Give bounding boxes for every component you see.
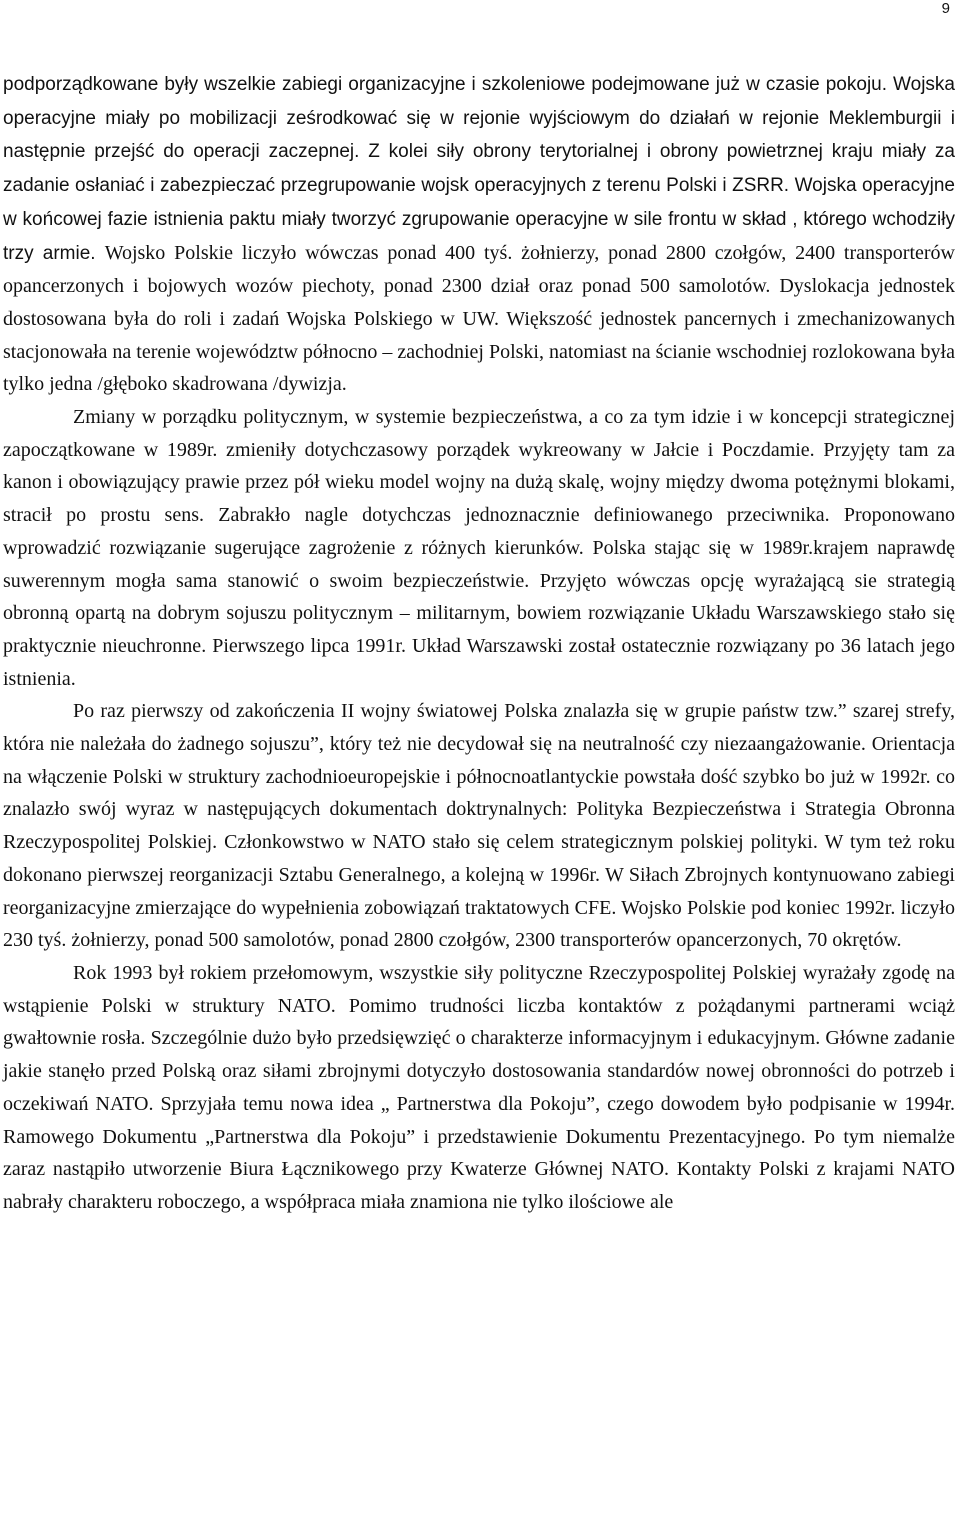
paragraph	[3, 957, 955, 1219]
paragraph-text: Zmiany w porządku politycznym, w systemie bezpieczeństwa, a co za tym idzie i w koncepcji strategicznej zapoczątkowane w 1989r. zmieniły dotychczasowy porządek wykreowany w Jałcie i Poczdamie. Przyjęty tam za kanon i obowiązujący prawie przez pół wieku model wojny na dużą skalę, wojny między dwoma potężnymi blokami, stracił po prostu sens. Zabrakło nagle dotychczas jednoznacznie definiowanego przeciwnika. Proponowano wprowadzić rozwiązanie sugerujące zagrożenie z różnych kierunków. Polska stając się w 1989r.krajem naprawdę suwerennym mogła sama stanowić o swoim bezpieczeństwie. Przyjęto wówczas opcję wyrażającą sie strategią obronną opartą na dobrym sojuszu politycznym – militarnym, bowiem rozwiązanie Układu Warszawskiego stało się praktycznie nieuchronne. Pierwszego lipca 1991r. Układ Warszawski został ostatecznie rozwiązany po 36 latach jego istnienia.	[3, 406, 955, 690]
page-number: 9	[941, 0, 950, 17]
paragraph	[3, 401, 955, 695]
document-body	[3, 68, 955, 1219]
paragraph-text: Wojsko Polskie liczyło wówczas ponad 400 tyś. żołnierzy, ponad 2800 czołgów, 2400 transporterów opancerzonych i bojowych wozów piechoty, ponad 2300 dział oraz ponad 500 samolotów. Dyslokacja jednostek dostosowana była do roli i zadań Wojska Polskiego w UW. Większość jednostek pancernych i zmechanizowanych stacjonowała na terenie województw północno – zachodniej Polski, natomiast na ścianie wschodniej rozlokowana była tylko jedna /głęboko skadrowana /dywizja.	[3, 241, 956, 396]
paragraph	[3, 68, 955, 401]
paragraph-text: Po raz pierwszy od zakończenia II wojny światowej Polska znalazła się w grupie państw tzw.” szarej strefy, która nie należała do żadnego sojuszu”, który też nie decydował się na neutralność czy niezaangażowanie. Orientacja na włączenie Polski w struktury zachodnioeuropejskie i północnoatlantyckie powstała dość szybko bo już w 1992r. co znalazło swój wyraz w następujących dokumentach doktrynalnych: Polityka Bezpieczeństwa i Strategia Obronna Rzeczypospolitej Polskiej. Członkowstwo w NATO stało się celem strategicznym polskiej polityki. W tym też roku dokonano pierwszej reorganizacji Sztabu Generalnego, a kolejną w 1996r. W Siłach Zbrojnych kontynuowano zabiegi reorganizacyjne zmierzające do wypełnienia zobowiązań traktatowych CFE. Wojsko Polskie pod koniec 1992r. liczyło 230 tyś. żołnierzy, ponad 500 samolotów, ponad 2800 czołgów, 2300 transporterów opancerzonych, 70 okrętów.	[3, 700, 955, 952]
paragraph	[3, 695, 955, 957]
paragraph-text: Rok 1993 był rokiem przełomowym, wszystkie siły polityczne Rzeczypospolitej Polskiej wyrażały zgodę na wstąpienie Polski w struktury NATO. Pomimo trudności liczba kontaktów z pożądanymi partnerami wciąż gwałtownie rosła. Szczególnie dużo było przedsięwzięć o charakterze informacyjnym i edukacyjnym. Główne zadanie jakie stanęło przed Polską oraz siłami zbrojnymi dotyczyło dostosowania standardów nowej obronności do potrzeb i oczekiwań NATO. Sprzyjała temu nowa idea „ Partnerstwa dla Pokoju”, czego dowodem było podpisanie w 1994r. Ramowego Dokumentu „Partnerstwa dla Pokoju” i przedstawienie Dokumentu Prezentacyjnego. Po tym niemalże zaraz nastąpiło utworzenie Biura Łącznikowego przy Kwaterze Głównej NATO. Kontakty Polski z krajami NATO nabrały charakteru roboczego, a współpraca miała znamiona nie tylko ilościowe ale	[3, 961, 955, 1213]
paragraph-text: podporządkowane były wszelkie zabiegi organizacyjne i szkoleniowe podejmowane już w czasie pokoju. Wojska operacyjne miały po mobilizacji ześrodkować się w rejonie wyjściowym do działań w rejonie Meklemburgii i następnie przejść do operacji zaczepnej. Z kolei siły obrony terytorialnej i obrony powietrznej kraju miały za zadanie osłaniać i zabezpieczać przegrupowanie wojsk operacyjnych z terenu Polski i ZSRR. Wojska operacyjne w końcowej fazie istnienia paktu miały tworzyć zgrupowanie operacyjne w sile frontu w skład , którego wchodziły trzy armie.	[3, 74, 955, 264]
